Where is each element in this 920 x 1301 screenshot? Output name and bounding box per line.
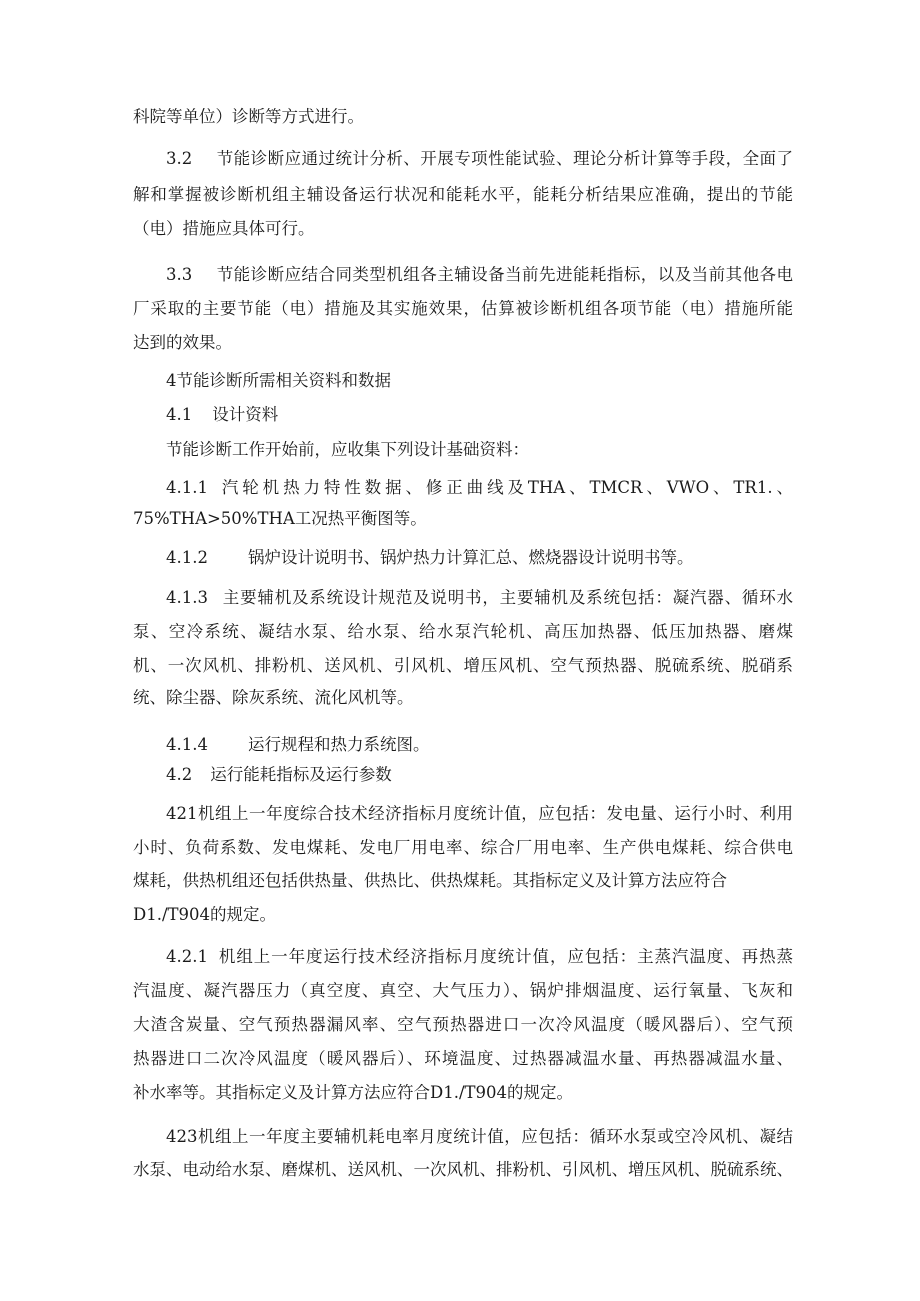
section-number: 3.2 — [166, 149, 193, 168]
text-line: （电）措施应具体可行。 — [133, 219, 315, 238]
text-line — [166, 476, 793, 500]
text-line: 机、一次风机、排粉机、送风机、引风机、增压风机、空气预热器、脱硫系统、脱硝系 — [133, 656, 793, 675]
text-line-content: 汽轮机热力特性数据、修正曲线及THA、TMCR、VWO、TR1.、 — [217, 478, 793, 497]
section-title: 运行能耗指标及运行参数 — [210, 765, 392, 784]
paragraph-4-1-1 — [166, 476, 793, 500]
text-line: 补水率等。其指标定义及计算方法应符合D1./T904的规定。 — [133, 1083, 574, 1102]
text-line: 汽温度、凝汽器压力（真空度、真空、大气压力）、锅炉排烟温度、运行氧量、飞灰和 — [133, 981, 793, 1000]
section-number: 3.3 — [166, 265, 193, 284]
section-number: 4.1.1 — [166, 478, 208, 497]
text-line: 热器进口二次冷风温度（暖风器后）、环境温度、过热器减温水量、再热器减温水量、 — [133, 1049, 793, 1068]
section-number: 4.2.1 — [166, 947, 208, 966]
text-line — [166, 147, 793, 171]
section-heading-4: 4节能诊断所需相关资料和数据 — [166, 371, 391, 390]
paragraph-4-1-3 — [166, 586, 793, 610]
text-line: D1./T904的规定。 — [133, 905, 277, 924]
text-line: 达到的效果。 — [133, 333, 232, 352]
text-line: 75%THA>50%THA工况热平衡图等。 — [133, 509, 427, 528]
text-line: 科院等单位）诊断等方式进行。 — [133, 107, 364, 126]
paragraph-continuation — [133, 105, 793, 129]
paragraph-3-2 — [166, 147, 793, 171]
text-line — [166, 945, 793, 969]
text-line: 泵、空冷系统、凝结水泵、给水泵、给水泵汽轮机、高压加热器、低压加热器、磨煤 — [133, 622, 793, 641]
text-line: 水泵、电动给水泵、磨煤机、送风机、一次风机、排粉机、引风机、增压风机、脱硫系统、 — [133, 1160, 793, 1179]
section-number: 4.1.4 — [166, 735, 208, 754]
paragraph-3-3 — [166, 263, 793, 287]
section-number: 4.1.2 — [166, 548, 208, 567]
paragraph-4-2-1a: 421机组上一年度综合技术经济指标月度统计值，应包括：发电量、运行小时、利用 — [166, 804, 793, 823]
paragraph-4-2-3: 423机组上一年度主要辅机耗电率月度统计值，应包括：循环水泵或空冷风机、凝结 — [166, 1127, 793, 1146]
section-heading-4-2 — [166, 763, 826, 787]
text-line — [166, 586, 793, 610]
text-line: 煤耗，供热机组还包括供热量、供热比、供热煤耗。其指标定义及计算方法应符合 — [133, 871, 727, 890]
text-line: 大渣含炭量、空气预热器漏风率、空气预热器进口一次冷风温度（暖风器后）、空气预 — [133, 1015, 793, 1034]
text-line-content: 节能诊断应通过统计分析、开展专项性能试验、理论分析计算等手段，全面了 — [216, 149, 793, 168]
paragraph-4-2-1b — [166, 945, 793, 969]
text-line: 小时、负荷系数、发电煤耗、发电厂用电率、综合厂用电率、生产供电煤耗、综合供电 — [133, 838, 793, 857]
text-line-content: 节能诊断应结合同类型机组各主辅设备当前先进能耗指标，以及当前其他各电 — [216, 265, 793, 284]
section-heading-4-1 — [166, 403, 826, 427]
text-line: 统、除尘器、除灰系统、流化风机等。 — [133, 688, 414, 707]
section-number: 4.1 — [166, 405, 193, 424]
section-title: 设计资料 — [212, 405, 279, 424]
text-line-content: 机组上一年度运行技术经济指标月度统计值，应包括：主蒸汽温度、再热蒸 — [217, 947, 793, 966]
text-line — [166, 263, 793, 287]
section-number: 4.2 — [166, 765, 193, 784]
text-line-content: 运行规程和热力系统图。 — [247, 735, 430, 754]
section-number: 4.1.3 — [166, 588, 208, 607]
text-line: 解和掌握被诊断机组主辅设备运行状况和能耗水平，能耗分析结果应准确，提出的节能 — [133, 185, 793, 204]
text-line-content: 锅炉设计说明书、锅炉热力计算汇总、燃烧器设计说明书等。 — [247, 548, 694, 567]
text-line: 厂采取的主要节能（电）措施及其实施效果，估算被诊断机组各项节能（电）措施所能 — [133, 299, 793, 318]
paragraph-4-1-4 — [166, 733, 826, 757]
text-line-content: 主要辅机及系统设计规范及说明书，主要辅机及系统包括：凝汽器、循环水 — [221, 588, 793, 607]
intro-paragraph: 节能诊断工作开始前，应收集下列设计基础资料： — [166, 440, 529, 459]
paragraph-4-1-2 — [166, 546, 826, 570]
